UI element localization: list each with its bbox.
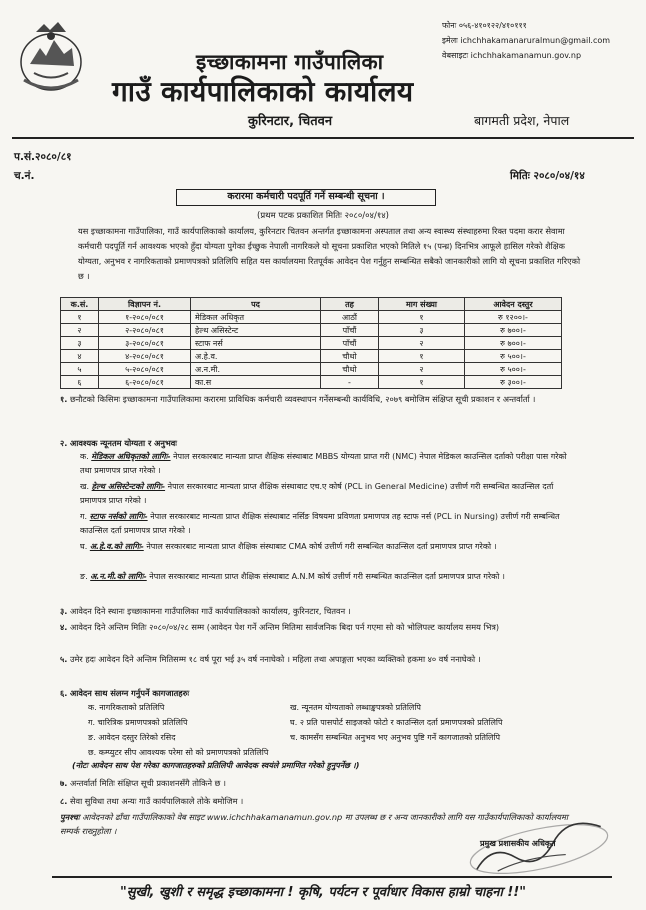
table-cell: ४ xyxy=(61,350,99,363)
table-row xyxy=(61,337,562,350)
table-cell: २ xyxy=(61,324,99,337)
section-number: ८. xyxy=(60,796,68,806)
list-item: ङ. आवेदन दस्तुर तिरेको रसिद xyxy=(88,733,176,742)
list-item: च. कामसँग सम्बन्धित अनुभव भए अनुभव पुष्टि गर्ने कागजातको प्रतिलिपि xyxy=(290,733,501,742)
office-name-line2: गाउँ कार्यपालिकाको कार्यालय xyxy=(112,75,414,108)
item-text: नेपाल सरकारबाट मान्यता प्राप्त शैक्षिक संस्थाबाट CMA कोर्ष उत्तीर्ण गरी सम्बन्धित काउन्सिल दर्ता प्रमाणपत्र प्राप्त गरेको । xyxy=(146,542,497,551)
further-text: आवेदनको ढाँचा गाउँपालिकाको वेब साइट www.ichchhakamanamun.gov.np मा उपलब्ध छ र अन्य जानकारीको लागि यस गाउँकार्यपालिकाको कार्यालयमा सम्पर्क राख्नुहोला । xyxy=(60,812,569,836)
qualification-anm xyxy=(80,570,580,584)
section-deadline xyxy=(60,620,600,634)
section-heading: आवेदन साथ संलग्न गर्नुपर्ने कागजातहरुः xyxy=(69,688,190,698)
table-cell: ३ xyxy=(61,337,99,350)
section-text: छनौटको किसिमः इच्छाकामना गाउँपालिकामा करारमा प्राविधिक कर्मचारी व्यवस्थापन गर्नेसम्बन्धी कार्यविधि, २०७९ बमोजिम संक्षिप्त सूची प्रकाशन र अन्तर्वार्ता । xyxy=(69,394,536,404)
list-item: ग. चारित्रिक प्रमाणपत्रको प्रतिलिपि xyxy=(88,718,188,727)
item-mark: ग. xyxy=(80,512,88,521)
table-row xyxy=(61,324,562,337)
table-row xyxy=(61,363,562,376)
section-number: २. xyxy=(60,438,68,448)
table-row xyxy=(61,350,562,363)
item-mark: ङ. xyxy=(80,572,88,581)
vacancy-table xyxy=(60,297,562,389)
province: बागमती प्रदेश, नेपाल xyxy=(474,113,570,128)
table-cell: ६ xyxy=(61,376,99,389)
section-selection-method xyxy=(60,392,600,406)
office-name-line1: इच्छाकामना गाउँपालिका xyxy=(196,50,384,74)
nepal-emblem-icon xyxy=(16,18,86,94)
section-application-place xyxy=(60,604,600,618)
column-header: तह xyxy=(321,298,379,311)
section-number: ३. xyxy=(60,606,68,616)
table-cell: चौथो xyxy=(321,363,379,376)
table-cell: चौथो xyxy=(321,350,379,363)
footer-divider xyxy=(52,876,612,878)
section-text: उमेर हदः आवेदन दिने अन्तिम मितिसम्म १८ वर्ष पूरा भई ३५ वर्ष ननाघेको । महिला तथा अपाङ्गता भएका व्यक्तिको हकमा ४० वर्ष ननाघेको । xyxy=(69,654,481,664)
item-mark: घ. xyxy=(80,542,88,551)
section-facilities xyxy=(60,794,600,808)
section-age-limit xyxy=(60,652,600,666)
table-cell: रु ७००।- xyxy=(465,324,562,337)
section-qualification-title xyxy=(60,436,177,450)
footer-slogan: "सुखी, खुशी र समृद्ध इच्छाकामना ! कृषि, पर्यटन र पूर्वाधार विकास हाम्रो चाहना !!" xyxy=(119,885,527,900)
column-header: आवेदन दस्तुर xyxy=(465,298,562,311)
signatory-title: प्रमुख प्रशासकीय अधिकृत xyxy=(480,839,556,848)
section-number: ६. xyxy=(60,688,68,698)
item-text: नेपाल सरकारबाट मान्यता प्राप्त शैक्षिक संस्थाबाट MBBS योग्यता प्राप्त गरी (NMC) नेपाल मेडिकल काउन्सिल दर्ताको परीक्षा पास गरेको तथा प्रमाणपत्र प्राप्त गरेको । xyxy=(80,452,567,475)
phone-number: फोनः ०५६-४१०१२२/४१०१११ xyxy=(442,21,527,30)
list-item: घ. २ प्रति पासपोर्ट साइजको फोटो र काउन्सिल दर्ता प्रमाणपत्रको प्रतिलिपि xyxy=(290,718,503,727)
item-mark: ख. xyxy=(80,482,90,491)
item-label: अ.हे.व.को लागिः- xyxy=(89,542,144,551)
table-cell: - xyxy=(321,376,379,389)
table-cell: पाँचौं xyxy=(321,324,379,337)
table-cell: आठौं xyxy=(321,311,379,324)
table-cell: १ xyxy=(379,376,465,389)
table-cell: १ xyxy=(379,350,465,363)
list-item: ख. न्यूनतम योग्यताको लब्धाङ्कपत्रको प्रतिलिपि xyxy=(290,703,421,712)
intro-paragraph: यस इच्छाकामना गाउँपालिका, गाउँ कार्यपालिकाको कार्यालय, कुरिनटार चितवन अन्तर्गत इच्छाकामना अस्पताल तथा अन्य स्वास्थ्य संस्थाहरुमा रिक्त पदमा करार सेवामा कर्मचारी पदपूर्ति गर्न आवश्यक भएको हुँदा योग्यता पुगेका ईच्छुक नेपाली नागरिकले यो सूचना प्रकाशित भएको मितिले १५ (पन्ध्र) दिनभित्र आफूले हासिल गरेको शैक्षिक योग्यता, अनुभव र नागरिकताको प्रमाणपत्रको प्रतिलिपि सहित यस कार्यालयमा रितपूर्वक आवेदन पेश गर्नुहुन सम्बन्धित सबैको जानकारीको लागि यो सूचना प्रकाशित गरिएको छ । xyxy=(78,226,581,281)
section-text: अन्तर्वार्ता मितिः संक्षिप्त सूची प्रकाशनसँगै तोकिने छ । xyxy=(69,778,227,788)
table-row xyxy=(61,311,562,324)
item-text: नेपाल सरकारबाट मान्यता प्राप्त शैक्षिक संस्थाबाट A.N.M कोर्ष उत्तीर्ण गरी सम्बन्धित काउन्सिल दर्ता प्रमाणपत्र प्राप्त गरेको । xyxy=(149,572,505,581)
table-cell: रु ५००।- xyxy=(465,363,562,376)
table-cell: १ xyxy=(61,311,99,324)
table-cell: पाँचौं xyxy=(321,337,379,350)
table-cell: रु ७००।- xyxy=(465,337,562,350)
table-cell: मेडिकल अधिकृत xyxy=(191,311,321,324)
header-divider xyxy=(12,137,634,139)
issue-date: मितिः २०८०/०४/१४ xyxy=(510,170,585,182)
column-header: विज्ञापन नं. xyxy=(99,298,191,311)
item-text: नेपाल सरकारबाट मान्यता प्राप्त शैक्षिक संस्थाबाट नर्सिङ विषयमा प्रविणता प्रमाणपत्र तह स्टाफ नर्स (PCL in Nursing) उत्तीर्ण गरी सम्बन्धित काउन्सिल दर्ता प्रमाणपत्र प्राप्त गरेको । xyxy=(80,512,560,535)
qualification-medical-officer xyxy=(80,450,580,477)
documents-left-column xyxy=(88,700,288,760)
contact-block xyxy=(442,18,610,63)
qualification-staff-nurse xyxy=(80,510,580,537)
section-text: आवेदन दिने अन्तिम मितिः २०८०/०४/२८ सम्म (आवेदन पेश गर्ने अन्तिम मितिमा सार्वजनिक बिदा पर्न गएमा सो को भोलिपल्ट कार्यालय समय भित्र) xyxy=(69,622,500,632)
table-cell: का.स xyxy=(191,376,321,389)
table-cell: २ xyxy=(379,337,465,350)
table-cell: रु १२००।- xyxy=(465,311,562,324)
table-cell: १ xyxy=(379,311,465,324)
table-cell: रु ५००।- xyxy=(465,350,562,363)
section-number: ७. xyxy=(60,778,68,788)
table-cell: स्टाफ नर्स xyxy=(191,337,321,350)
section-documents-title xyxy=(60,686,189,700)
table-cell: हेल्थ असिस्टेन्ट xyxy=(191,324,321,337)
qualification-aheb xyxy=(80,540,580,554)
section-heading: आवश्यक न्यूनतम योग्यता र अनुभवः xyxy=(69,438,177,448)
item-mark: क. xyxy=(80,452,89,461)
further-label: पुनश्चः xyxy=(60,812,80,822)
section-interview-date xyxy=(60,776,600,790)
table-cell: अ.हे.व. xyxy=(191,350,321,363)
item-label: हेल्थ असिस्टेन्टको लागिः- xyxy=(91,482,166,491)
item-label: अ.न.मी.को लागिः- xyxy=(90,572,147,581)
office-location: कुरिनटार, चितवन xyxy=(248,114,333,129)
documents-right-column xyxy=(290,700,590,745)
table-cell: अ.न.मी. xyxy=(191,363,321,376)
table-cell: १-२०८०/०८१ xyxy=(99,311,191,324)
table-cell: ५-२०८०/०८१ xyxy=(99,363,191,376)
reference-number: प.सं.२०८०/८१ xyxy=(14,151,72,163)
notice-title: करारमा कर्मचारी पदपूर्ति गर्ने सम्बन्धी सूचना । xyxy=(176,189,436,206)
table-row xyxy=(61,376,562,389)
column-header: क.सं. xyxy=(61,298,99,311)
column-header: पद xyxy=(191,298,321,311)
table-cell: ४-२०८०/०८१ xyxy=(99,350,191,363)
section-number: ४. xyxy=(60,622,68,632)
item-label: स्टाफ नर्सको लागिः- xyxy=(89,512,148,521)
email-address: इमेलः ichchhakamanaruralmun@gmail.com xyxy=(442,36,611,45)
table-cell: ६-२०८०/०८१ xyxy=(99,376,191,389)
table-header-row xyxy=(61,298,562,311)
table-cell: २-२०८०/०८१ xyxy=(99,324,191,337)
column-header: माग संख्या xyxy=(379,298,465,311)
table-cell: रु ३००।- xyxy=(465,376,562,389)
section-text: आवेदन दिने स्थानः इच्छाकामना गाउँपालिका गाउँ कार्यपालिकाको कार्यालय, कुरिनटार, चितवन । xyxy=(69,606,351,616)
section-number: १. xyxy=(60,394,68,404)
documents-note: (नोटः आवेदन साथ पेश गरेका कागजातहरुको प्रतिलिपी आवेदक स्वयंले प्रमाणित गरेको हुनुपर्नेछ ।) xyxy=(72,761,360,770)
table-cell: ५ xyxy=(61,363,99,376)
table-cell: ३ xyxy=(379,324,465,337)
item-text: नेपाल सरकारबाट मान्यता प्राप्त शैक्षिक संस्थाबाट एच.ए कोर्ष (PCL in General Medicine) उत्तीर्ण गरी सम्बन्धित काउन्सिल दर्ता प्रमाणपत्र प्राप्त गरेको । xyxy=(80,482,554,505)
first-publication-date: (प्रथम पटक प्रकाशित मितिः २०८०/०४/१४) xyxy=(257,211,389,221)
qualification-health-assistant xyxy=(80,480,580,507)
section-number: ५. xyxy=(60,654,68,664)
section-text: सेवा सुविधा तथा अन्यः गाउँ कार्यपालिकाले तोके बमोजिम । xyxy=(69,796,244,806)
table-cell: ३-२०८०/०८१ xyxy=(99,337,191,350)
dispatch-number: च.नं. xyxy=(14,170,35,182)
list-item: क. नागरिकताको प्रतिलिपि xyxy=(88,703,165,712)
item-label: मेडिकल अधिकृतको लागिः- xyxy=(91,452,171,461)
list-item: छ. कम्प्युटर सीप आवश्यक परेमा सो को प्रमाणपत्रको प्रतिलिपि xyxy=(88,748,269,757)
table-cell: २ xyxy=(379,363,465,376)
website-address: वेबसाइटः ichchhakamanamun.gov.np xyxy=(442,51,582,60)
